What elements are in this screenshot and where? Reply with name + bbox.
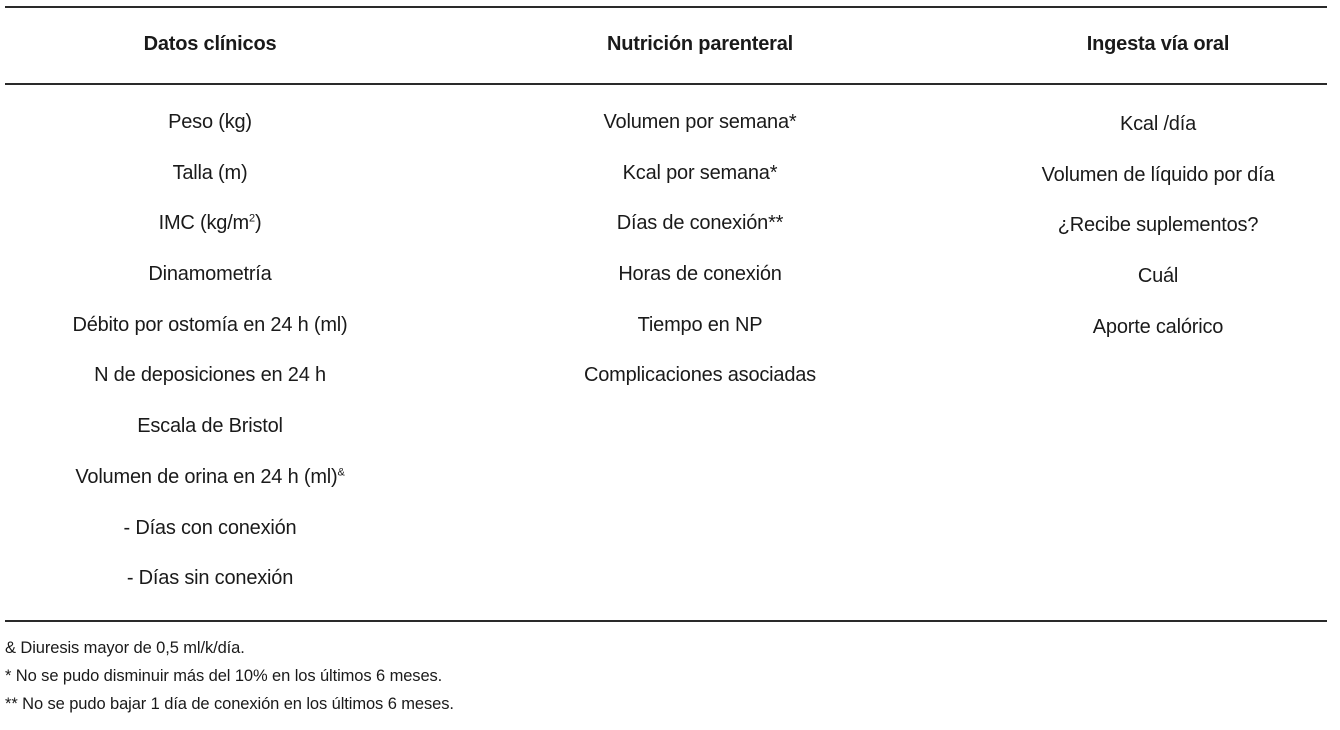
table-cell <box>10 159 410 210</box>
cell-text: Días de conexión** <box>616 212 784 235</box>
cell-text: Escala de Bristol <box>137 415 283 438</box>
cell-text: Kcal por semana* <box>622 161 778 184</box>
table-cell <box>500 209 900 260</box>
cell-text: Volumen por semana* <box>603 111 797 133</box>
cell-superscript: 2 <box>249 212 255 225</box>
table-cell <box>10 108 410 159</box>
cell-text: Kcal /día <box>1119 113 1197 135</box>
table-top-rule <box>5 6 1327 8</box>
table-bottom-rule <box>5 620 1327 622</box>
cell-text: IMC (kg/m <box>158 212 250 235</box>
footnote: & Diuresis mayor de 0,5 ml/k/día. <box>5 639 245 657</box>
cell-text: Talla (m) <box>172 161 248 184</box>
cell-text: Aporte calórico <box>1092 315 1224 338</box>
column-cells <box>500 108 900 412</box>
column-header: Datos clínicos <box>143 33 277 55</box>
cell-text: - Días con conexión <box>123 516 297 539</box>
cell-text: Débito por ostomía en 24 h (ml) <box>72 313 348 336</box>
column-cells <box>10 108 410 615</box>
table-cell <box>500 311 900 362</box>
column-header: Ingesta vía oral <box>1086 33 1230 55</box>
cell-text: Horas de conexión <box>618 263 782 286</box>
table-cell <box>958 313 1340 364</box>
cell-text: Volumen de orina en 24 h (ml) <box>75 465 338 488</box>
table-cell <box>10 514 410 565</box>
footnote: ** No se pudo bajar 1 día de conexión en los últimos 6 meses. <box>5 695 454 713</box>
cell-text: Volumen de líquido por día <box>1041 163 1275 186</box>
cell-text: - Días sin conexión <box>126 567 294 590</box>
table-cell <box>10 564 410 615</box>
cell-text: Cuál <box>1137 265 1179 288</box>
cell-text: Complicaciones asociadas <box>584 364 816 387</box>
cell-text: Dinamometría <box>148 263 272 286</box>
table-cell <box>958 262 1340 313</box>
cell-text: Tiempo en NP <box>637 313 763 336</box>
cell-text: Peso (kg) <box>168 111 252 133</box>
table-cell <box>500 108 900 159</box>
table-cell <box>500 260 900 311</box>
table-cell <box>10 209 410 260</box>
table-cell <box>958 161 1340 212</box>
footnote: * No se pudo disminuir más del 10% en los últimos 6 meses. <box>5 667 443 685</box>
table-cell <box>958 110 1340 161</box>
column-header: Nutrición parenteral <box>606 33 794 55</box>
table-cell <box>10 311 410 362</box>
table-cell <box>500 159 900 210</box>
cell-text: N de deposiciones en 24 h <box>94 364 326 387</box>
cell-text-suffix: ) <box>254 212 262 235</box>
table-header-rule <box>5 83 1327 85</box>
column-cells <box>958 110 1340 363</box>
table-footnotes <box>5 634 454 718</box>
cell-superscript: & <box>337 466 345 479</box>
table-cell <box>10 463 410 514</box>
table-cell <box>10 361 410 412</box>
table-cell <box>958 211 1340 262</box>
table-cell <box>10 260 410 311</box>
table-cell <box>500 361 900 412</box>
cell-text: ¿Recibe suplementos? <box>1057 214 1259 237</box>
table-cell <box>10 412 410 463</box>
